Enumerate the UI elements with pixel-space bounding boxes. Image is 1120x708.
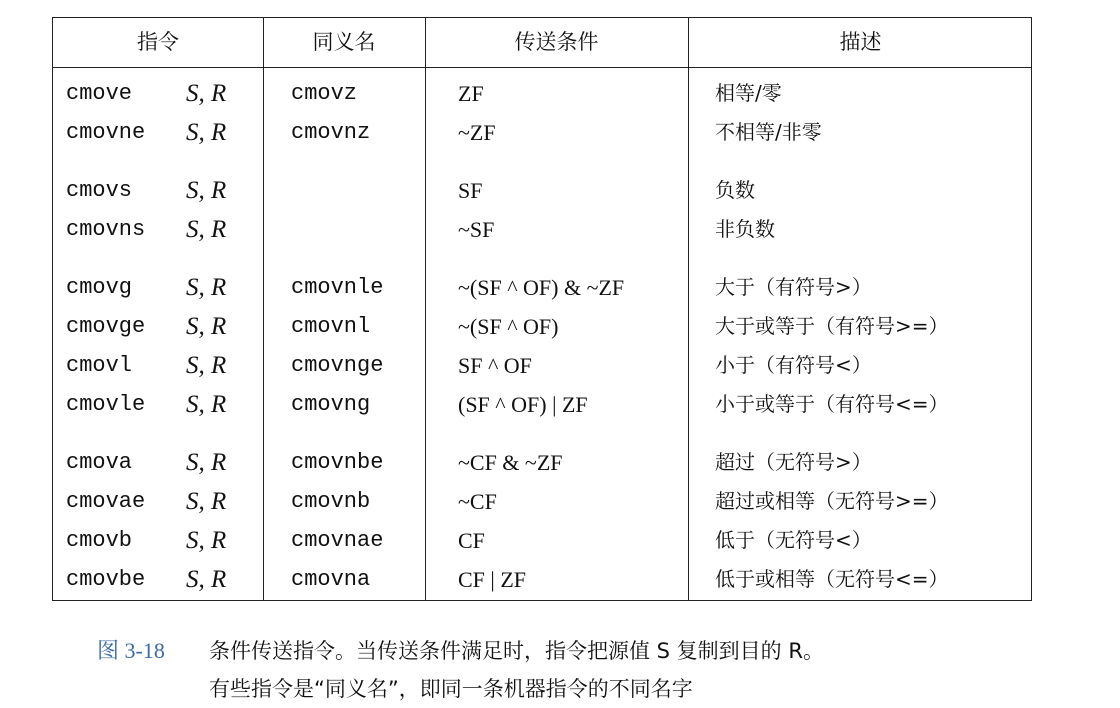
- description: 大于或等于（有符号>=）: [715, 314, 949, 338]
- synonym-name: cmovnle: [291, 275, 384, 300]
- description: 低于（无符号<）: [715, 528, 872, 552]
- transfer-condition: CF | ZF: [458, 567, 526, 592]
- instruction-operands: S, R: [186, 488, 227, 515]
- description: 非负数: [715, 217, 775, 241]
- instruction-name: cmovs: [66, 178, 133, 203]
- header-divider: [53, 67, 1031, 68]
- header-condition: 传送条件: [514, 30, 599, 54]
- transfer-condition: ~(SF ^ OF): [458, 314, 559, 339]
- synonym-name: cmovz: [291, 81, 358, 106]
- instruction-name: cmovg: [66, 275, 133, 300]
- transfer-condition: CF: [458, 528, 485, 553]
- instruction-name: cmovae: [66, 489, 146, 514]
- figure-label: 图 3-18: [97, 638, 165, 663]
- instruction-operands: S, R: [186, 177, 227, 204]
- description: 超过或相等（无符号>=）: [715, 489, 949, 513]
- instruction-operands: S, R: [186, 216, 227, 243]
- instruction-name: cmovle: [66, 392, 146, 417]
- instruction-operands: S, R: [186, 449, 227, 476]
- instruction-name: cmovge: [66, 314, 146, 339]
- synonym-name: cmovnbe: [291, 450, 384, 475]
- header-synonym: 同义名: [312, 30, 376, 54]
- description: 相等/零: [715, 81, 782, 105]
- instruction-operands: S, R: [186, 119, 227, 146]
- instruction-operands: S, R: [186, 352, 227, 379]
- column-divider: [263, 18, 264, 600]
- instruction-operands: S, R: [186, 391, 227, 418]
- synonym-name: cmovna: [291, 567, 371, 592]
- header-description: 描述: [839, 30, 882, 54]
- column-divider: [688, 18, 689, 600]
- synonym-name: cmovng: [291, 392, 371, 417]
- instruction-operands: S, R: [186, 527, 227, 554]
- instruction-name: cmovb: [66, 528, 133, 553]
- description: 小于（有符号<）: [715, 353, 872, 377]
- instruction-name: cmova: [66, 450, 133, 475]
- description: 不相等/非零: [715, 120, 822, 144]
- instruction-name: cmovne: [66, 120, 146, 145]
- cmov-table: [52, 17, 1032, 601]
- transfer-condition: (SF ^ OF) | ZF: [458, 392, 588, 417]
- transfer-condition: ~(SF ^ OF) & ~ZF: [458, 275, 625, 300]
- instruction-operands: S, R: [186, 80, 227, 107]
- instruction-operands: S, R: [186, 566, 227, 593]
- description: 大于（有符号>）: [715, 275, 872, 299]
- synonym-name: cmovnb: [291, 489, 371, 514]
- caption-line-1: 条件传送指令。当传送条件满足时，指令把源值 S 复制到目的 R。: [209, 639, 824, 663]
- instruction-name: cmovbe: [66, 567, 146, 592]
- instruction-name: cmovns: [66, 217, 146, 242]
- transfer-condition: SF: [458, 178, 483, 203]
- transfer-condition: ZF: [458, 81, 484, 106]
- column-divider: [425, 18, 426, 600]
- instruction-operands: S, R: [186, 313, 227, 340]
- transfer-condition: SF ^ OF: [458, 353, 532, 378]
- synonym-name: cmovnae: [291, 528, 384, 553]
- transfer-condition: ~CF & ~ZF: [458, 450, 563, 475]
- caption-line-2: 有些指令是“同义名”，即同一条机器指令的不同名字: [209, 677, 693, 701]
- transfer-condition: ~ZF: [458, 120, 496, 145]
- transfer-condition: ~CF: [458, 489, 497, 514]
- instruction-name: cmovl: [66, 353, 133, 378]
- description: 低于或相等（无符号<=）: [715, 567, 949, 591]
- description: 负数: [715, 178, 755, 202]
- instruction-name: cmove: [66, 81, 133, 106]
- instruction-operands: S, R: [186, 274, 227, 301]
- synonym-name: cmovnl: [291, 314, 371, 339]
- synonym-name: cmovnge: [291, 353, 384, 378]
- description: 超过（无符号>）: [715, 450, 872, 474]
- synonym-name: cmovnz: [291, 120, 371, 145]
- header-instruction: 指令: [137, 30, 179, 54]
- transfer-condition: ~SF: [458, 217, 495, 242]
- description: 小于或等于（有符号<=）: [715, 392, 949, 416]
